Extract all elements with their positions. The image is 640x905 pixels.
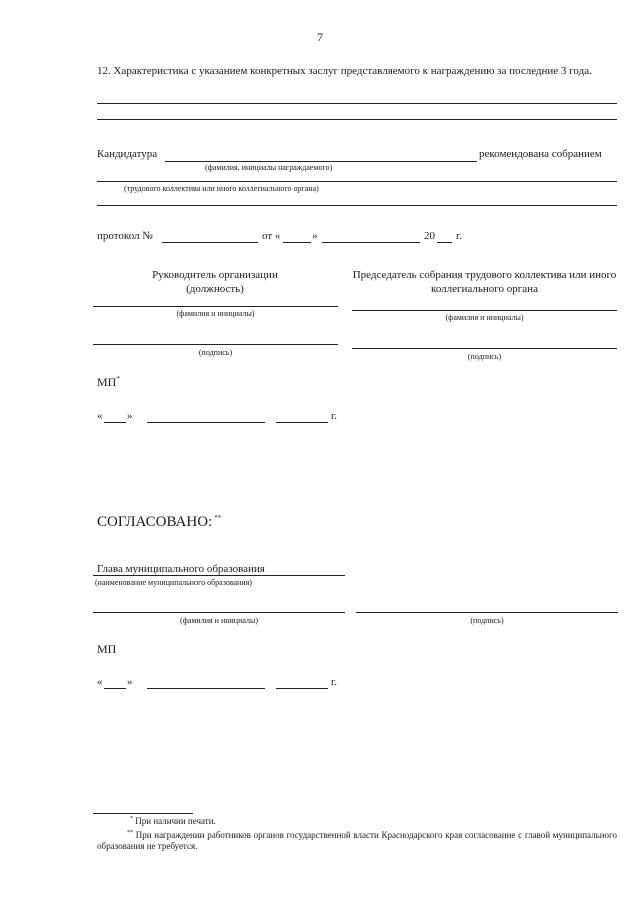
protocol-label: протокол №: [97, 230, 153, 242]
municipal-name-caption: (фамилия и инициалы): [179, 616, 259, 625]
date2-year-line: [276, 688, 328, 689]
chair-sign-line: [352, 348, 617, 349]
section-12-text: 12. Характеристика с указанием конкретных заслуг представляемого к награждению за последние 3 года.: [97, 65, 592, 77]
footnote-1-mark: *: [130, 816, 133, 822]
date2-open-quote: «: [97, 676, 103, 688]
date-year-line: [276, 422, 328, 423]
date2-day-line: [104, 688, 126, 689]
protocol-quote-close: »: [312, 230, 318, 242]
municipal-name-line: [93, 612, 345, 613]
date2-year-suffix: г.: [331, 676, 338, 688]
footnote-1-text: При наличии печати.: [135, 816, 216, 826]
collective-line: [97, 181, 617, 182]
footnote-separator: [93, 813, 193, 814]
date-open-quote: «: [97, 410, 103, 422]
stamp-footnote-mark: *: [116, 375, 120, 383]
stamp-text: МП: [97, 375, 117, 389]
agreed-title-text: СОГЛАСОВАНО:: [97, 514, 213, 530]
date2-close-quote: »: [127, 676, 133, 688]
agreed-footnote-mark: **: [214, 514, 222, 522]
protocol-day-line: [283, 242, 311, 243]
date2-month-line: [147, 688, 265, 689]
blank-line: [97, 119, 617, 120]
chair-name-line: [352, 310, 617, 311]
candidate-name-line: [165, 161, 477, 162]
head-title: Руководитель организации (должность): [152, 269, 278, 295]
head-sign-caption: (подпись): [198, 348, 233, 357]
head-name-caption: (фамилия и инициалы): [176, 309, 255, 318]
candidate-label: Кандидатура: [97, 148, 158, 160]
blank-line: [97, 205, 617, 206]
municipal-caption: (наименование муниципального образования): [95, 578, 252, 587]
footnote-2: [97, 828, 617, 852]
recommended-label: рекомендована собранием: [479, 148, 602, 160]
head-name-line: [93, 306, 338, 307]
chair-name-caption: (фамилия и инициалы): [445, 313, 524, 322]
municipal-head-line: [93, 575, 345, 576]
chair-sign-caption: (подпись): [467, 352, 502, 361]
municipal-head-label: Глава муниципального образования: [97, 563, 265, 575]
page-number: 7: [317, 30, 323, 44]
protocol-month-line: [322, 242, 420, 243]
stamp-label: [97, 375, 120, 390]
protocol-number-line: [162, 242, 258, 243]
municipal-sign-line: [356, 612, 618, 613]
protocol-year-line: [437, 242, 452, 243]
footnote-2-text: При награждении работников органов государственной власти Краснодарского края согласование с главой муниципального образования не требуется.: [97, 830, 617, 851]
footnote-1: [130, 816, 216, 826]
collective-caption: (трудового коллектива или иного коллегиального органа): [124, 184, 319, 193]
protocol-year-suffix: г.: [456, 230, 463, 242]
date-month-line: [147, 422, 265, 423]
protocol-year: 20: [424, 230, 435, 242]
date-year-suffix: г.: [331, 410, 338, 422]
date-close-quote: »: [127, 410, 133, 422]
date-day-line: [104, 422, 126, 423]
protocol-from: от «: [262, 230, 281, 242]
footnote-2-mark: **: [127, 830, 133, 836]
agreed-stamp-label: МП: [97, 642, 117, 656]
chair-title: Председатель собрания трудового коллектива или иного коллегиального органа: [352, 269, 617, 295]
municipal-sign-caption: (подпись): [470, 616, 504, 625]
agreed-title: [97, 514, 221, 531]
head-sign-line: [93, 344, 338, 345]
candidate-name-caption: (фамилия, инициалы награждаемого): [205, 163, 333, 172]
blank-line: [97, 103, 617, 104]
